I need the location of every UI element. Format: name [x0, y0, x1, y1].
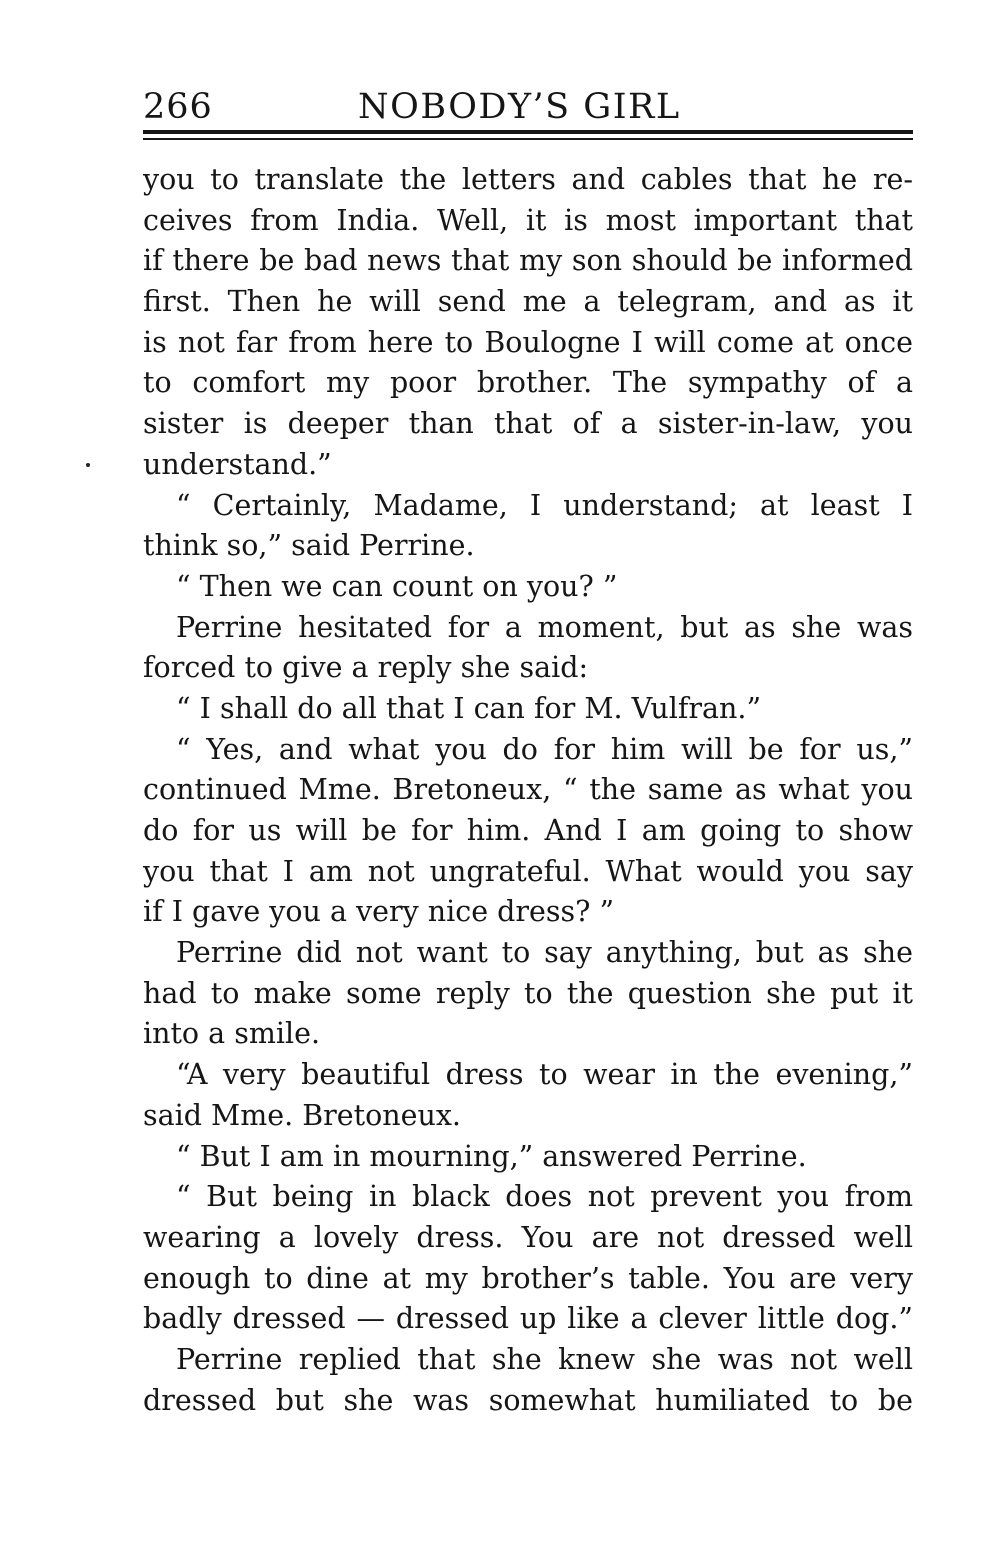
- header-rule-thick: [143, 130, 913, 134]
- text-line: forced to give a reply she said:: [143, 651, 589, 685]
- text-line: is not far from here to Boulogne I will come at once: [143, 325, 913, 359]
- text-line: continued Mme. Bretoneux, “ the same as what you: [143, 773, 913, 807]
- text-line: you that I am not ungrateful. What would you say: [143, 854, 913, 888]
- text-line: “ But being in black does not prevent you from: [176, 1180, 913, 1214]
- text-line: do for us will be for him. And I am going to show: [143, 814, 913, 847]
- text-line: “ Then we can count on you? ”: [176, 569, 618, 603]
- text-line: first. Then he will send me a telegram, and as it: [143, 285, 913, 319]
- text-line: if I gave you a very nice dress? ”: [143, 895, 615, 929]
- running-title: NOBODY’S GIRL: [358, 87, 681, 127]
- header-rule-thin: [143, 138, 913, 140]
- text-line: had to make some reply to the question she put it: [143, 976, 913, 1010]
- text-line: “ But I am in mourning,” answered Perrine.: [176, 1139, 807, 1173]
- page-header: [143, 82, 913, 132]
- text-line: Perrine did not want to say anything, but as she: [176, 936, 913, 970]
- text-line: you to translate the letters and cables that he re-: [143, 163, 913, 196]
- text-line: into a smile.: [143, 1017, 320, 1051]
- text-line: “ Certainly, Madame, I understand; at least I: [176, 488, 913, 522]
- text-line: ceives from India. Well, it is most important that: [143, 203, 913, 237]
- text-line: badly dressed — dressed up like a clever little dog.”: [143, 1302, 913, 1336]
- text-line: enough to dine at my brother’s table. You are very: [143, 1261, 913, 1295]
- text-line: “A very beautiful dress to wear in the evening,”: [176, 1058, 913, 1092]
- text-line: sister is deeper than that of a sister-in-law, you: [143, 407, 913, 441]
- page-number: 266: [143, 87, 213, 127]
- text-line: Perrine hesitated for a moment, but as she was: [176, 610, 913, 644]
- text-line: Perrine replied that she knew she was not well: [176, 1342, 913, 1376]
- text-line: understand.”: [143, 447, 332, 481]
- text-line: wearing a lovely dress. You are not dressed well: [143, 1220, 913, 1254]
- body-text: [143, 160, 913, 1421]
- stray-mark: [86, 463, 90, 467]
- text-line: said Mme. Bretoneux.: [143, 1098, 461, 1132]
- text-line: “ I shall do all that I can for M. Vulfran.”: [176, 691, 762, 725]
- text-line: if there be bad news that my son should be informed: [143, 244, 913, 278]
- text-line: “ Yes, and what you do for him will be for us,”: [176, 732, 913, 766]
- text-line: think so,” said Perrine.: [143, 529, 475, 563]
- text-line: dressed but she was somewhat humiliated to be: [143, 1383, 913, 1417]
- text-line: to comfort my poor brother. The sympathy of a: [143, 366, 913, 400]
